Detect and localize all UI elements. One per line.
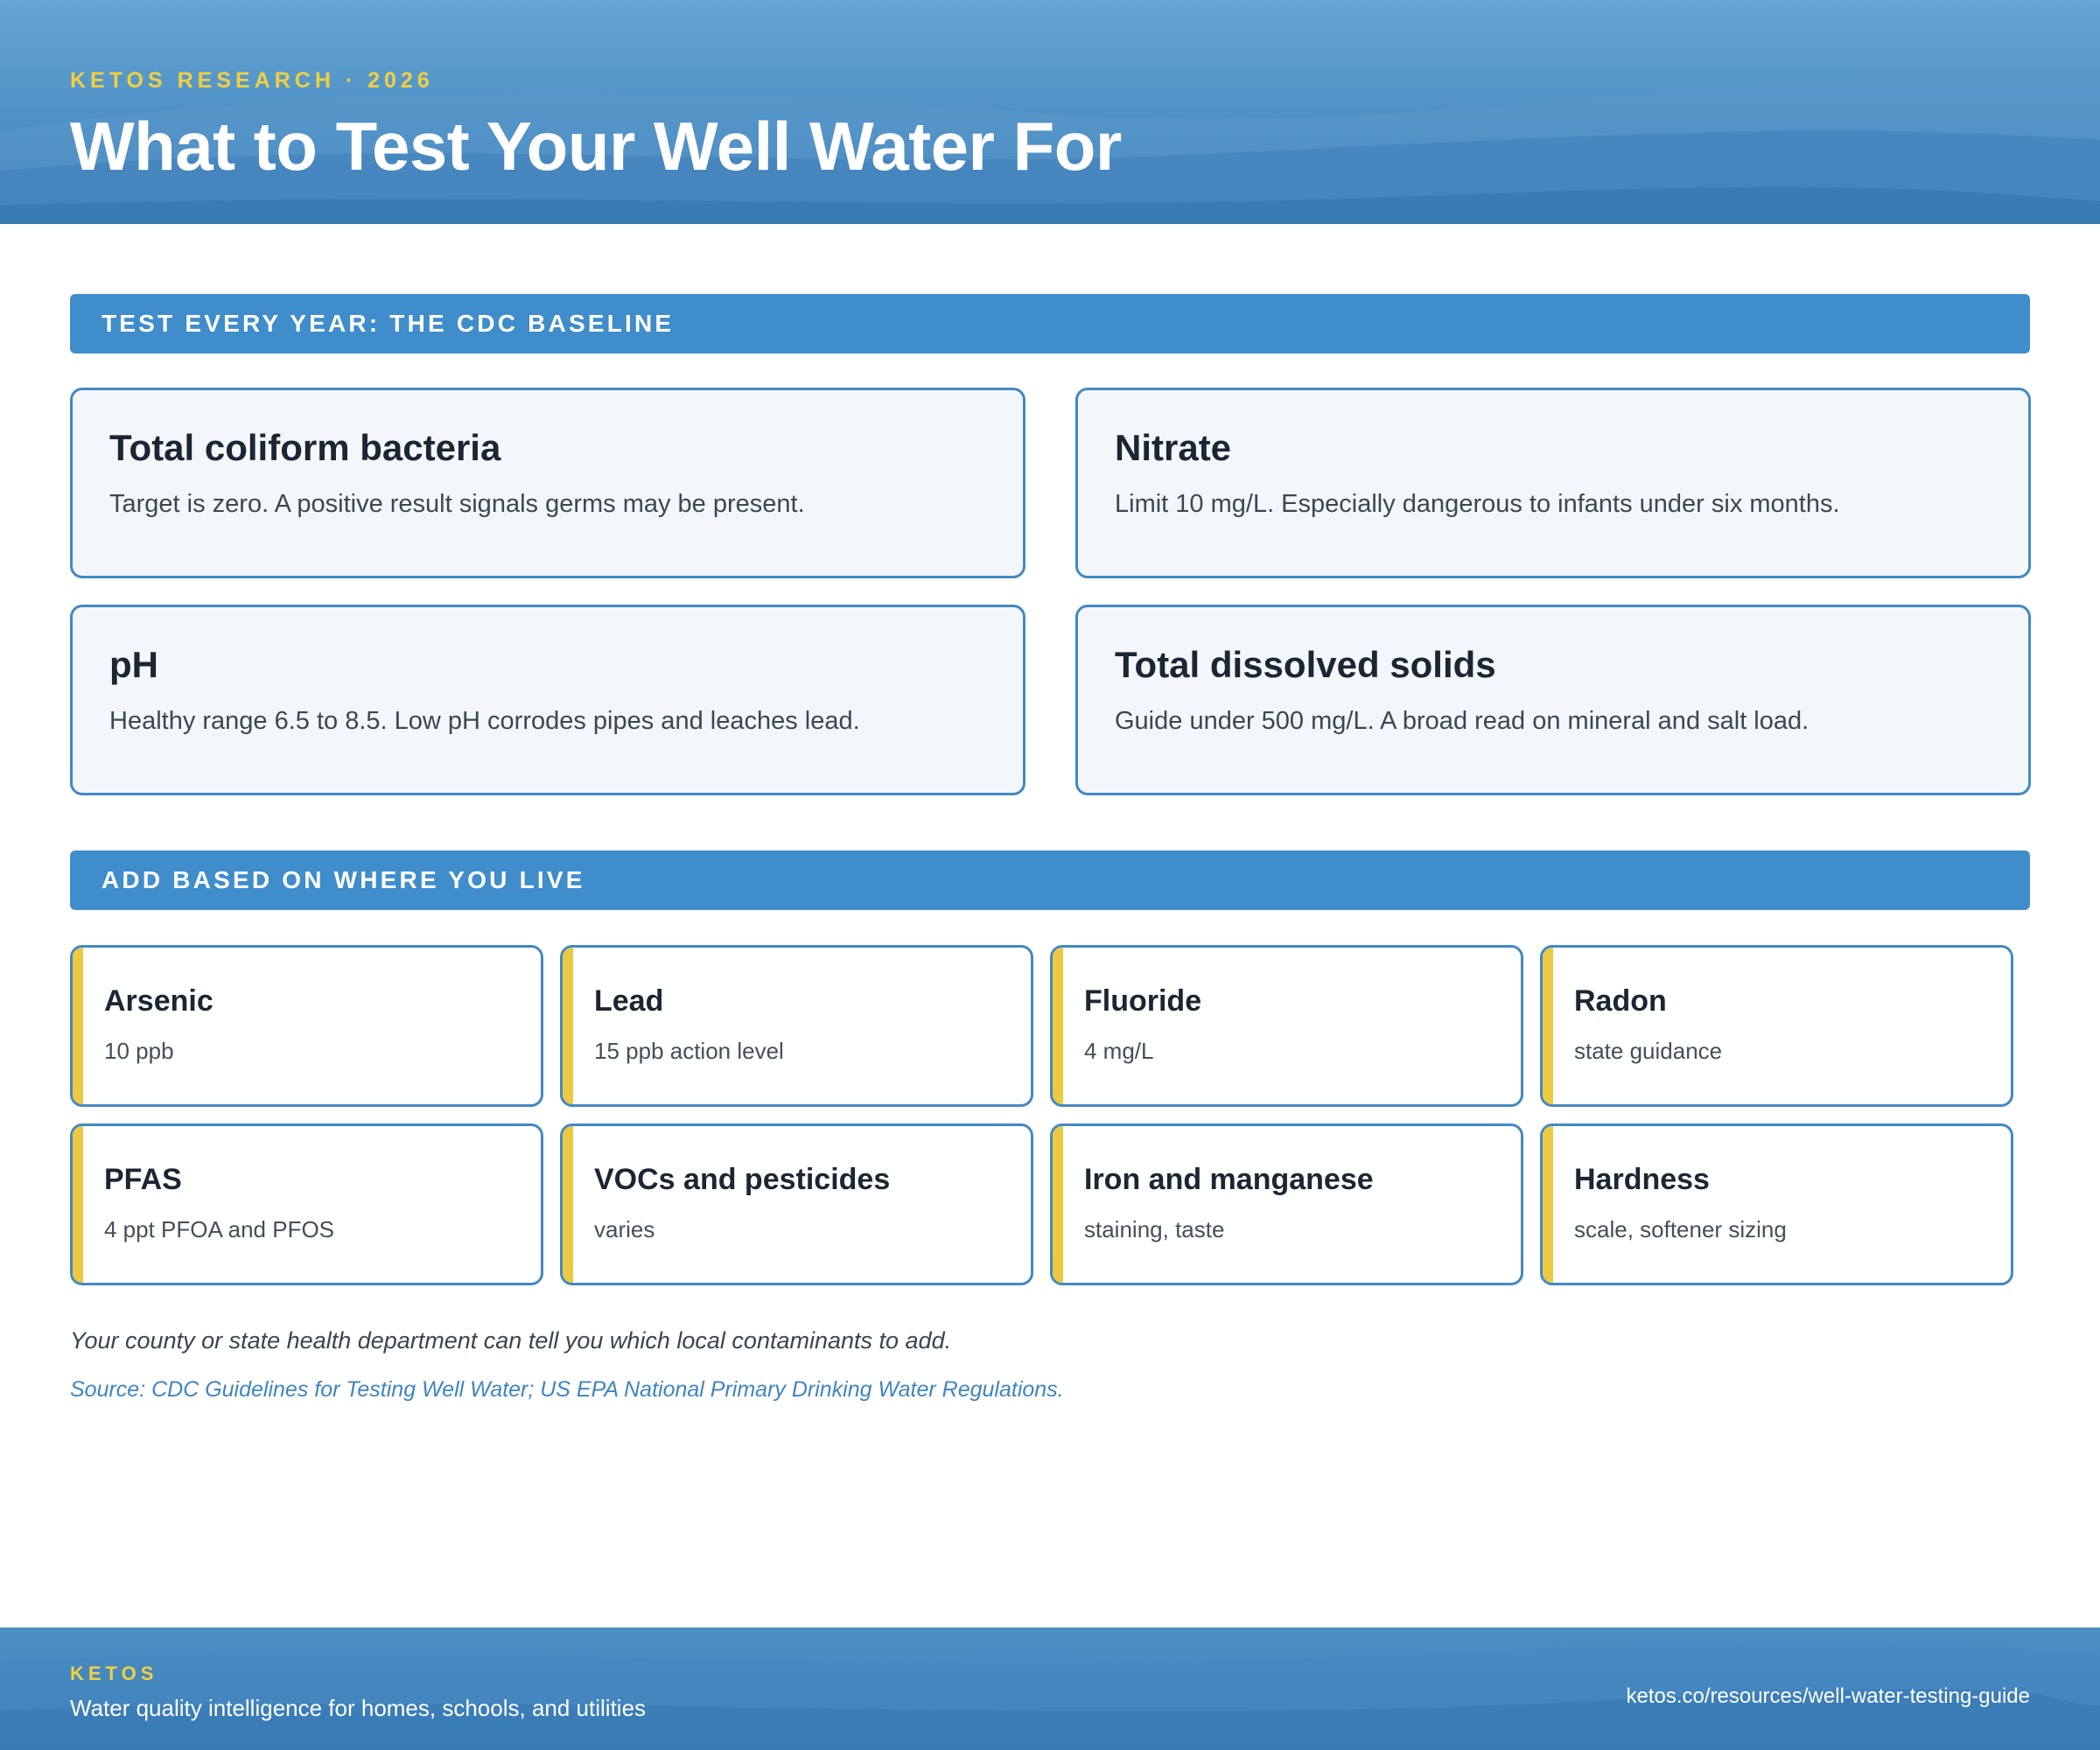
section-heading-baseline: TEST EVERY YEAR: THE CDC BASELINE bbox=[70, 294, 2030, 354]
card-accent-stripe bbox=[73, 948, 83, 1104]
footer-url-link[interactable]: ketos.co/resources/well-water-testing-guide bbox=[1626, 1684, 2030, 1708]
local-card-pfas bbox=[70, 1124, 543, 1285]
local-card-arsenic bbox=[70, 945, 543, 1107]
section-heading-local: ADD BASED ON WHERE YOU LIVE bbox=[70, 850, 2030, 910]
card-title: Iron and manganese bbox=[1084, 1163, 1374, 1196]
card-description: scale, softener sizing bbox=[1574, 1216, 1787, 1242]
card-accent-stripe bbox=[1543, 1126, 1553, 1283]
card-description: 4 ppt PFOA and PFOS bbox=[104, 1216, 335, 1242]
card-title: Radon bbox=[1574, 984, 1667, 1018]
card-title: VOCs and pesticides bbox=[594, 1163, 891, 1196]
card-title: Total coliform bacteria bbox=[109, 427, 501, 468]
card-title: PFAS bbox=[104, 1163, 182, 1196]
card-description: Target is zero. A positive result signals germs may be present. bbox=[109, 490, 805, 518]
card-description: 4 mg/L bbox=[1084, 1038, 1154, 1064]
footer-brand: KETOS bbox=[70, 1662, 158, 1684]
baseline-card-coliform bbox=[70, 388, 1026, 578]
card-title: Fluoride bbox=[1084, 984, 1202, 1018]
card-description: state guidance bbox=[1574, 1038, 1723, 1064]
baseline-card-ph bbox=[70, 605, 1026, 795]
local-card-vocs bbox=[560, 1124, 1033, 1285]
card-description: staining, taste bbox=[1084, 1216, 1225, 1242]
card-title: Lead bbox=[594, 984, 664, 1018]
baseline-card-nitrate bbox=[1075, 388, 2031, 578]
card-accent-stripe bbox=[563, 1126, 573, 1283]
card-accent-stripe bbox=[1543, 948, 1553, 1104]
local-card-fluoride bbox=[1050, 945, 1523, 1107]
local-card-lead bbox=[560, 945, 1033, 1107]
local-card-iron-manganese bbox=[1050, 1124, 1523, 1285]
source-citation: Source: CDC Guidelines for Testing Well Water; US EPA National Primary Drinking Water Regulations. bbox=[70, 1377, 1064, 1402]
header-banner bbox=[0, 0, 2100, 224]
card-description: Guide under 500 mg/L. A broad read on mineral and salt load. bbox=[1115, 707, 1810, 735]
header-eyebrow: KETOS RESEARCH · 2026 bbox=[70, 68, 434, 93]
card-accent-stripe bbox=[1053, 948, 1063, 1104]
card-description: varies bbox=[594, 1216, 655, 1242]
card-description: 10 ppb bbox=[104, 1038, 174, 1064]
card-title: Nitrate bbox=[1115, 427, 1232, 468]
baseline-card-tds bbox=[1075, 605, 2031, 795]
card-title: Total dissolved solids bbox=[1115, 644, 1496, 685]
card-title: Hardness bbox=[1574, 1163, 1710, 1196]
local-card-hardness bbox=[1540, 1124, 2013, 1285]
card-title: pH bbox=[109, 644, 158, 685]
footer-banner bbox=[0, 1628, 2100, 1750]
health-department-note: Your county or state health department can tell you which local contaminants to add. bbox=[70, 1327, 952, 1354]
card-title: Arsenic bbox=[104, 984, 214, 1018]
card-accent-stripe bbox=[73, 1126, 83, 1283]
card-accent-stripe bbox=[563, 948, 573, 1104]
footer-tagline: Water quality intelligence for homes, schools, and utilities bbox=[70, 1695, 647, 1721]
card-accent-stripe bbox=[1053, 1126, 1063, 1283]
card-description: Limit 10 mg/L. Especially dangerous to infants under six months. bbox=[1115, 490, 1840, 518]
page-title: What to Test Your Well Water For bbox=[70, 108, 1122, 185]
card-description: Healthy range 6.5 to 8.5. Low pH corrodes pipes and leaches lead. bbox=[109, 707, 860, 735]
card-description: 15 ppb action level bbox=[594, 1038, 784, 1064]
local-card-radon bbox=[1540, 945, 2013, 1107]
